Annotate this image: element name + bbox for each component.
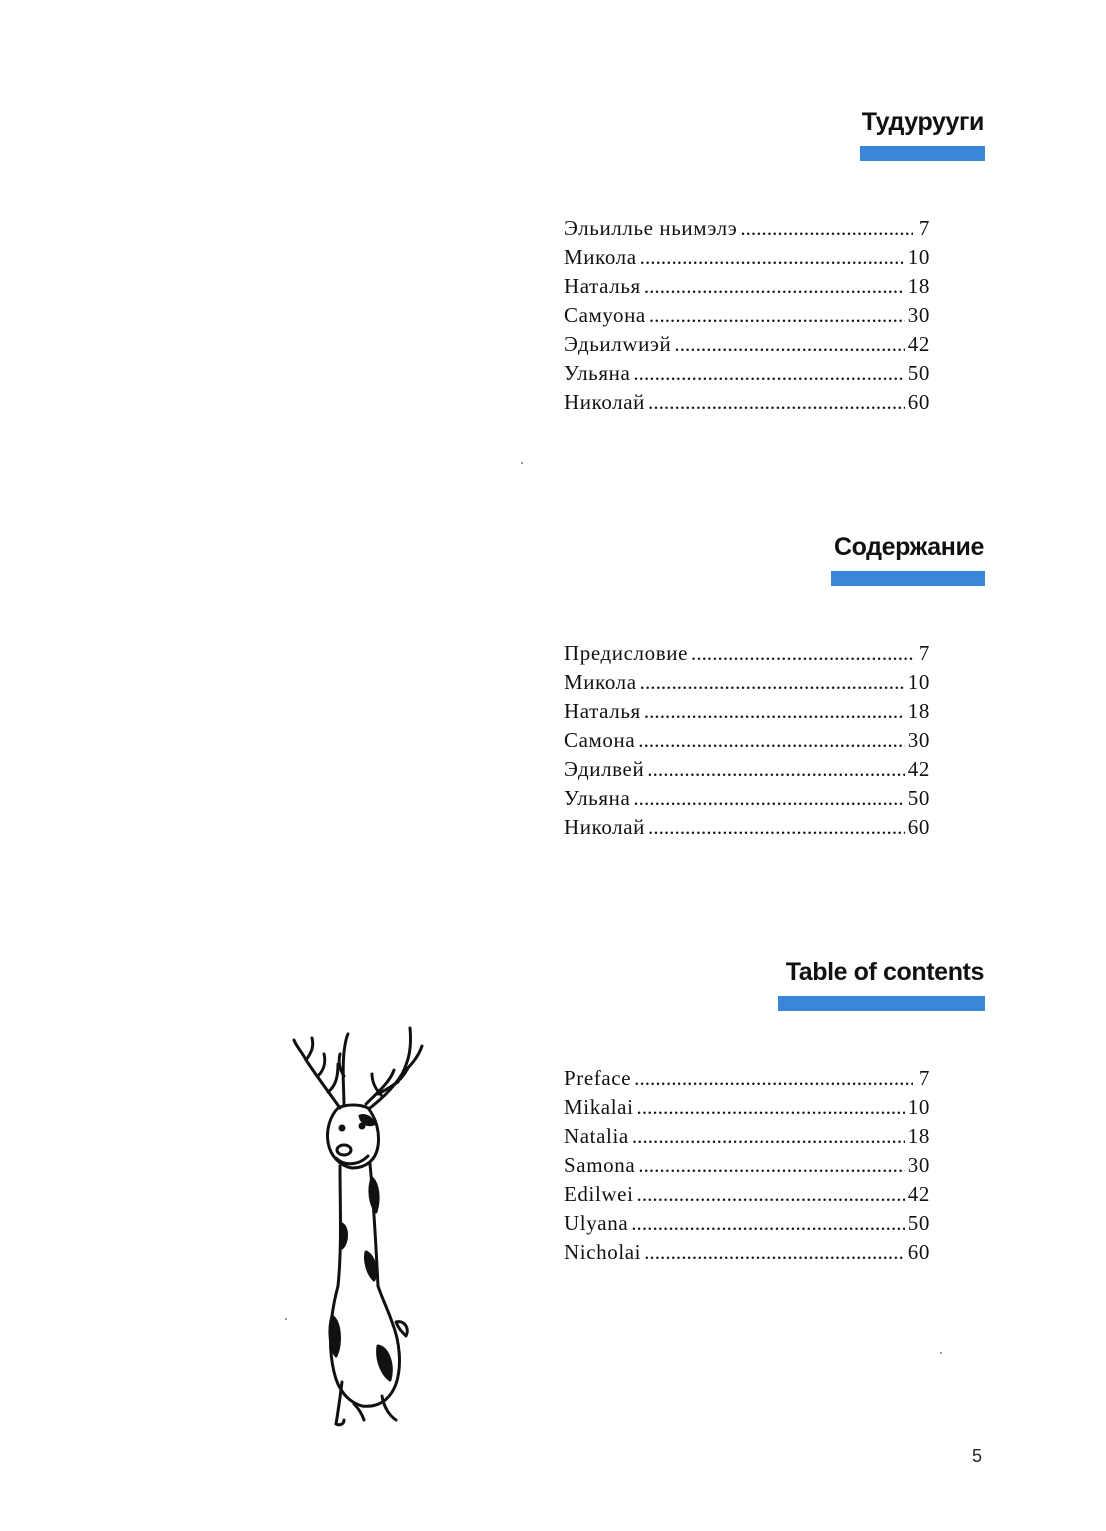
toc-list-english [564,1066,930,1269]
toc-entry [564,245,930,274]
dot-leader [691,641,913,666]
toc-entry-label: Наталья [564,274,641,298]
toc-entry [564,1095,930,1124]
dot-leader [638,728,905,753]
dot-leader [634,1066,913,1091]
toc-entry-page: 60 [907,1240,930,1264]
scan-speck [940,1352,942,1354]
dot-leader [640,245,905,270]
toc-entry-page: 10 [907,670,930,694]
toc-entry-page: 42 [907,757,930,781]
toc-entry [564,786,930,815]
toc-entry-page: 7 [918,641,930,665]
toc-entry [564,699,930,728]
dot-leader [633,361,904,386]
toc-entry-page: 50 [907,1211,930,1235]
dot-leader [637,1095,905,1120]
section-underline-bar [778,996,985,1011]
toc-entry [564,361,930,390]
scan-speck [285,1318,287,1320]
toc-entry-page: 60 [907,390,930,414]
page-number: 5 [972,1446,983,1466]
toc-entry-page: 7 [918,216,930,240]
toc-entry-label: Николай [564,815,646,839]
dot-leader [633,786,904,811]
toc-entry-page: 18 [907,699,930,723]
toc-entry-label: Самуона [564,303,646,327]
toc-entry-page: 18 [907,1124,930,1148]
dot-leader [648,815,905,840]
section-title-soderzhanie: Содержание [833,533,984,561]
reindeer-drawing-icon [282,1016,442,1432]
toc-entry-page: 50 [907,361,930,385]
toc-entry-label: Эдьилwиэй [564,332,672,356]
toc-entry [564,1240,930,1269]
toc-entry [564,390,930,419]
dot-leader [631,1211,905,1236]
toc-list-soderzhanie [564,641,930,844]
toc-entry-label: Предисловие [564,641,689,665]
dot-leader [740,216,913,241]
toc-entry [564,757,930,786]
toc-entry-label: Ульяна [564,361,631,385]
toc-entry-label: Natalia [564,1124,629,1148]
toc-entry [564,303,930,332]
toc-entry-label: Эдилвей [564,757,645,781]
toc-entry-label: Микола [564,670,637,694]
toc-entry [564,641,930,670]
dot-leader [649,303,905,328]
toc-entry-label: Edilwei [564,1182,634,1206]
toc-entry-page: 60 [907,815,930,839]
toc-entry-page: 42 [907,1182,930,1206]
toc-entry-page: 50 [907,786,930,810]
section-title-table-of-contents: Table of contents [785,958,984,986]
toc-entry-label: Mikalai [564,1095,634,1119]
toc-entry [564,1124,930,1153]
section-underline-bar [831,571,985,586]
dot-leader [648,390,905,415]
toc-entry [564,332,930,361]
dot-leader [647,757,905,782]
dot-leader [644,1240,905,1265]
toc-entry [564,1211,930,1240]
toc-entry [564,274,930,303]
toc-entry-page: 10 [907,1095,930,1119]
toc-entry-page: 30 [907,303,930,327]
dot-leader [644,274,905,299]
toc-entry-label: Preface [564,1066,632,1090]
toc-entry-label: Микола [564,245,637,269]
toc-entry-page: 18 [907,274,930,298]
toc-entry-page: 30 [907,728,930,752]
toc-entry [564,670,930,699]
toc-entry-label: Николай [564,390,646,414]
toc-entry-label: Самона [564,728,636,752]
section-underline-bar [860,146,985,161]
scan-speck [521,462,523,464]
toc-entry [564,216,930,245]
toc-entry-page: 10 [907,245,930,269]
toc-entry [564,1153,930,1182]
dot-leader [674,332,904,357]
toc-entry-label: Samona [564,1153,636,1177]
toc-entry [564,1066,930,1095]
toc-entry-page: 42 [907,332,930,356]
dot-leader [637,1182,905,1207]
toc-entry-label: Ульяна [564,786,631,810]
toc-entry [564,815,930,844]
toc-entry-label: Наталья [564,699,641,723]
section-title-tudurugi: Тудурууги [861,108,984,136]
dot-leader [640,670,905,695]
toc-entry-page: 30 [907,1153,930,1177]
toc-entry-label: Nicholai [564,1240,642,1264]
toc-entry-page: 7 [918,1066,930,1090]
toc-entry [564,1182,930,1211]
toc-entry-label: Эльиллье ньимэлэ [564,216,738,240]
dot-leader [644,699,905,724]
dot-leader [632,1124,905,1149]
toc-list-tudurugi [564,216,930,419]
toc-entry [564,728,930,757]
toc-entry-label: Ulyana [564,1211,629,1235]
dot-leader [638,1153,905,1178]
